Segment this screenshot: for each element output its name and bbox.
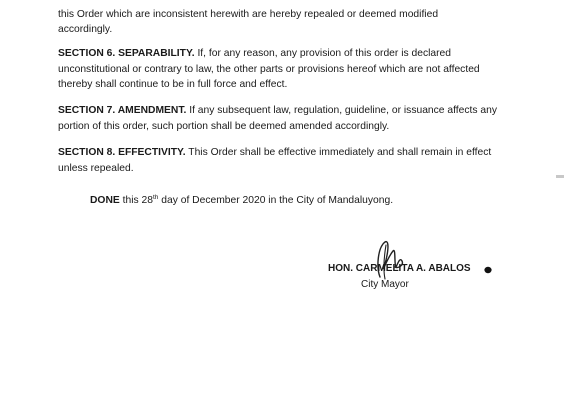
done-day-suffix: th: [152, 194, 159, 201]
section-7-body: If any subsequent law, regulation, guideline, or issuance affects any portion of this order, such portion shall be deemed amended accordingly.: [58, 105, 497, 132]
section-8-body: This Order shall be effective immediately and shall remain in effect unless repealed.: [58, 147, 492, 174]
section-8-paragraph: [58, 145, 510, 176]
cut-line-1: this Order which are inconsistent herewith are hereby repealed or deemed modified: [58, 8, 439, 20]
signature-block: [300, 237, 500, 307]
done-text-before-day: this 28: [122, 195, 153, 206]
done-keyword: DONE: [90, 195, 120, 206]
scan-edge-mark: [556, 175, 564, 178]
section-6-paragraph: [58, 46, 510, 93]
done-statement: [90, 193, 393, 209]
section-7-heading: SECTION 7. AMENDMENT.: [58, 105, 187, 116]
cut-line-fragment: [58, 0, 61, 4]
cut-line-2: accordingly.: [58, 24, 113, 35]
handwritten-signature: [358, 237, 428, 282]
section-7-paragraph: [58, 103, 510, 134]
previous-section-tail: [58, 0, 510, 38]
signatory-title: City Mayor: [361, 279, 409, 290]
signatory-name: HON. CARMELITA A. ABALOS: [328, 263, 471, 274]
ink-blot-icon: [483, 265, 493, 275]
section-6-body: If, for any reason, any provision of this order is declared unconstitutional or contrary to law, the other parts or provisions hereof which are not affected thereby shall continue to be in full force and effect.: [58, 48, 480, 90]
done-text-after-day: day of December 2020 in the City of Mandaluyong.: [161, 195, 394, 206]
section-6-heading: SECTION 6. SEPARABILITY.: [58, 48, 195, 59]
section-8-heading: SECTION 8. EFFECTIVITY.: [58, 147, 186, 158]
